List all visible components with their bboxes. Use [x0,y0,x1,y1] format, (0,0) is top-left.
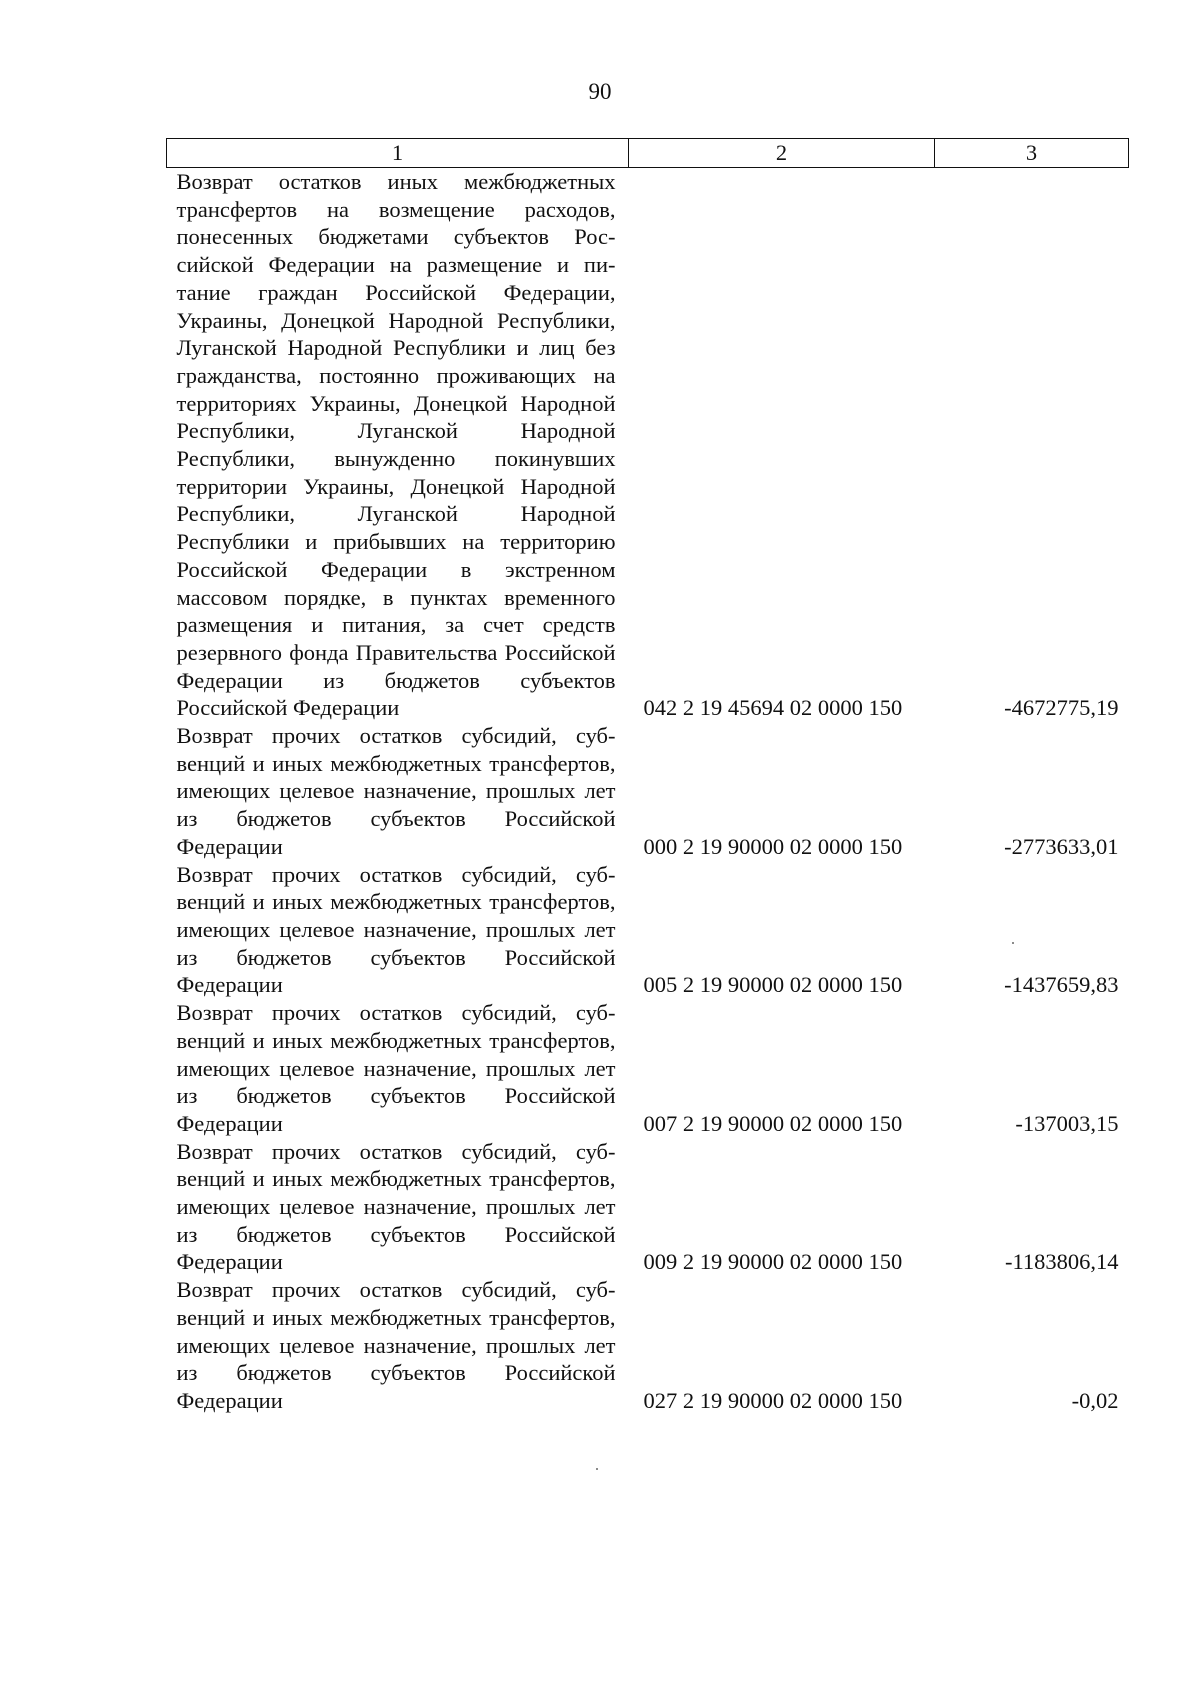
row-budget-code: 007 2 19 90000 02 0000 150 [643,1110,903,1136]
table-row [167,722,1129,861]
row-description: Возврат прочих остатков субсидий, субвенций и иных межбюджетных трансфертов, имеющих целевое назначение, прошлых лет из бюджетов субъектов Российской Федерации [176,723,616,859]
row-amount: -1437659,83 [1004,972,1119,998]
row-amount: -2773633,01 [1004,833,1119,859]
row-description: Возврат прочих остатков субсидий, субвенций и иных межбюджетных трансфертов, имеющих целевое назначение, прошлых лет из бюджетов субъектов Российской Федерации [176,1277,616,1413]
row-amount: -1183806,14 [1004,1249,1119,1275]
page-number: 90 [588,79,612,104]
row-description: Возврат прочих остатков субсидий, субвенций и иных межбюджетных трансфертов, имеющих целевое назначение, прошлых лет из бюджетов субъектов Российской Федерации [176,1138,616,1275]
budget-table [166,138,1129,1415]
row-amount: -137003,15 [1015,1110,1119,1136]
row-budget-code: 005 2 19 90000 02 0000 150 [643,972,903,998]
row-description: Возврат прочих остатков субсидий, субвенций и иных межбюджетных трансфертов, имеющих целевое назначение, прошлых лет из бюджетов субъектов Российской Федерации [176,1000,616,1136]
row-budget-code: 000 2 19 90000 02 0000 150 [643,833,903,859]
table-row [167,1276,1129,1415]
row-budget-code: 009 2 19 90000 02 0000 150 [643,1249,903,1275]
column-header-2: 2 [629,139,935,168]
row-description: Возврат остатков иных межбюджетных трансфертов на возмещение расходов, понесенных бюджетами субъектов Российской Федерации на размещение и питание граждан Российской Федерации, Украины, Донецкой Народной Республики, Луганской Народной Республики и лиц без гражданства, постоянно проживающих на территориях Украины, Донецкой Народной Республики, Луганской Народной Республики, вынужденно покинувших территории Украины, Донецкой Народной Республики, Луганской Народной Республики и прибывших на территорию Российской Федерации в экстренном массовом порядке, в пунктах временного размещения и питания, за счет средств резервного фонда Правительства Российской Федерации из бюджетов субъектов Российской Федерации [176,169,616,721]
column-header-1: 1 [167,139,629,168]
table-header [167,139,1129,168]
table-header-row [167,139,1129,168]
column-header-3: 3 [935,139,1129,168]
row-amount: -4672775,19 [1004,695,1119,721]
table-row [167,999,1129,1138]
table-body [167,168,1129,1415]
table-row [167,861,1129,1000]
scan-speck [1012,942,1014,944]
row-description: Возврат прочих остатков субсидий, субвенций и иных межбюджетных трансфертов, имеющих целевое назначение, прошлых лет из бюджетов субъектов Российской Федерации [176,861,616,998]
table-row [167,168,1129,723]
row-budget-code: 042 2 19 45694 02 0000 150 [643,695,903,721]
table-row [167,1138,1129,1277]
row-amount: -0,02 [1071,1387,1119,1413]
scan-speck [596,1468,598,1470]
row-budget-code: 027 2 19 90000 02 0000 150 [643,1387,903,1413]
